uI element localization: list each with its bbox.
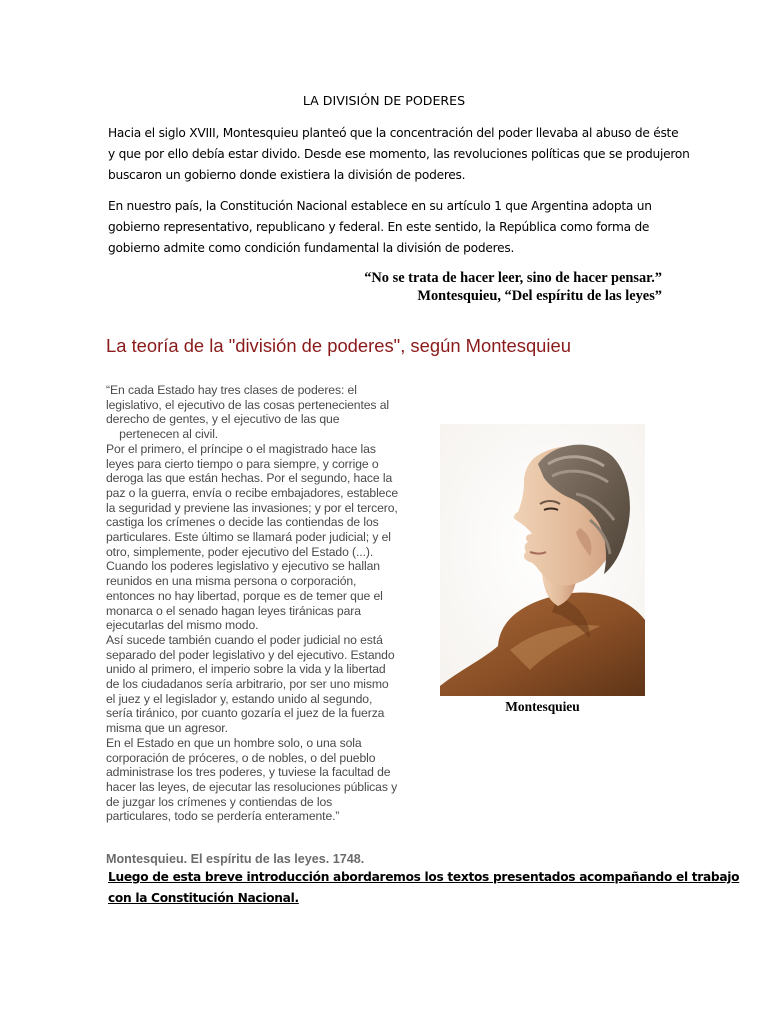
quote-body-line: “En cada Estado hay tres clases de poderes: el bbox=[106, 383, 357, 397]
quote-text: “No se trata de hacer leer, sino de hacer pensar.” bbox=[364, 270, 662, 286]
quote-body-line: deroga las que están hechas. Por el segundo, hace la bbox=[106, 471, 393, 486]
quote-body-line: misma que un agresor. bbox=[106, 721, 228, 736]
intro-paragraph-line: En nuestro país, la Constitución Nacional establece en su artículo 1 que Argentina adopta un bbox=[108, 199, 652, 213]
quote-body-line: ejecutarlas del mismo modo. bbox=[106, 618, 259, 633]
closing-note bbox=[108, 867, 740, 909]
closing-note-line: Luego de esta breve introducción abordaremos los textos presentados acompañando el trabajo bbox=[108, 870, 740, 884]
montesquieu-portrait bbox=[440, 424, 645, 696]
quote-body-line: castiga los crímenes o decide las contiendas de los bbox=[106, 515, 379, 530]
quote-body-line: legislativo, el ejecutivo de las cosas pertenecientes al bbox=[106, 397, 390, 412]
quote-body-line: la seguridad y previene las invasiones; y por el tercero, bbox=[106, 500, 398, 515]
quote-body-line: paz o la guerra, envía o recibe embajadores, establece bbox=[106, 485, 399, 500]
quote-body-line: particulares, todo se perdería enteramente.” bbox=[106, 809, 340, 824]
quote-body-line: unido al primero, el imperio sobre la vida y la libertad bbox=[106, 662, 386, 677]
quote-body-line: separado del poder legislativo y del ejecutivo. Estando bbox=[106, 647, 395, 662]
intro-paragraph-line: gobierno admite como condición fundamental la división de poderes. bbox=[108, 241, 515, 255]
quote-body-line: hacer las leyes, de ejecutar las resoluciones públicas y bbox=[106, 779, 398, 794]
quote-body-line: sería tiránico, por cuanto gozaría el juez de la fuerza bbox=[106, 706, 385, 721]
quote-body-line: derecho de gentes, y el ejecutivo de las que bbox=[106, 412, 340, 427]
epigraph-quote bbox=[300, 269, 662, 305]
quote-body-line: particulares. Este último se llamará poder judicial; y el bbox=[106, 530, 391, 545]
quote-body-line: Así sucede también cuando el poder judicial no está bbox=[106, 632, 383, 647]
closing-note-line: con la Constitución Nacional. bbox=[108, 891, 299, 905]
quote-body-line: corporación de próceres, o de nobles, o del pueblo bbox=[106, 750, 376, 765]
quote-body-line: Por el primero, el príncipe o el magistrado hace las bbox=[106, 441, 376, 456]
quote-body-line: de los ciudadanos sería arbitrario, por ser uno mismo bbox=[106, 677, 389, 692]
quote-body-line: En el Estado en que un hombre solo, o una sola bbox=[106, 735, 362, 750]
quote-body-line: leyes para cierto tiempo o para siempre, y corrige o bbox=[106, 456, 379, 471]
portrait-caption: Montesquieu bbox=[505, 699, 580, 714]
section-heading: La teoría de la "división de poderes", según Montesquieu bbox=[106, 335, 571, 356]
quote-body-line: el juez y el legislador y, estando unido al segundo, bbox=[106, 691, 373, 706]
intro-paragraph-line: gobierno representativo, republicano y federal. En este sentido, la República como forma de bbox=[108, 220, 650, 234]
document-title: LA DIVISIÓN DE PODERES bbox=[302, 93, 466, 108]
intro-paragraph-line: buscaron un gobierno donde existiera la división de poderes. bbox=[108, 168, 466, 182]
quote-body-line: reunidos en una misma persona o corporación, bbox=[106, 574, 357, 589]
intro-paragraph-2 bbox=[108, 196, 668, 259]
quote-body-line: de juzgar los crímenes y contiendas de los bbox=[106, 794, 333, 809]
quote-body-line: administrase los tres poderes, y tuviese la facultad de bbox=[106, 765, 391, 780]
quote-body-line: Cuando los poderes legislativo y ejecutivo se hallan bbox=[106, 559, 380, 574]
source-citation: Montesquieu. El espíritu de las leyes. 1748. bbox=[106, 852, 365, 866]
quote-body-line: pertenecen al civil. bbox=[106, 427, 219, 442]
quote-attribution: Montesquieu, “Del espíritu de las leyes” bbox=[417, 288, 662, 304]
quote-body-line: entonces no hay libertad, porque es de temer que el bbox=[106, 588, 383, 603]
montesquieu-quote-body bbox=[106, 383, 426, 824]
intro-paragraph-line: y que por ello debía estar divido. Desde ese momento, las revoluciones políticas que se produjeron bbox=[108, 147, 690, 161]
quote-body-line: otro, simplemente, poder ejecutivo del Estado (...). bbox=[106, 544, 374, 559]
intro-paragraph-1 bbox=[108, 123, 690, 186]
intro-paragraph-line: Hacia el siglo XVIII, Montesquieu planteó que la concentración del poder llevaba al abuso de éste bbox=[108, 126, 679, 140]
quote-body-line: monarca o el senado hagan leyes tiránicas para bbox=[106, 603, 361, 618]
